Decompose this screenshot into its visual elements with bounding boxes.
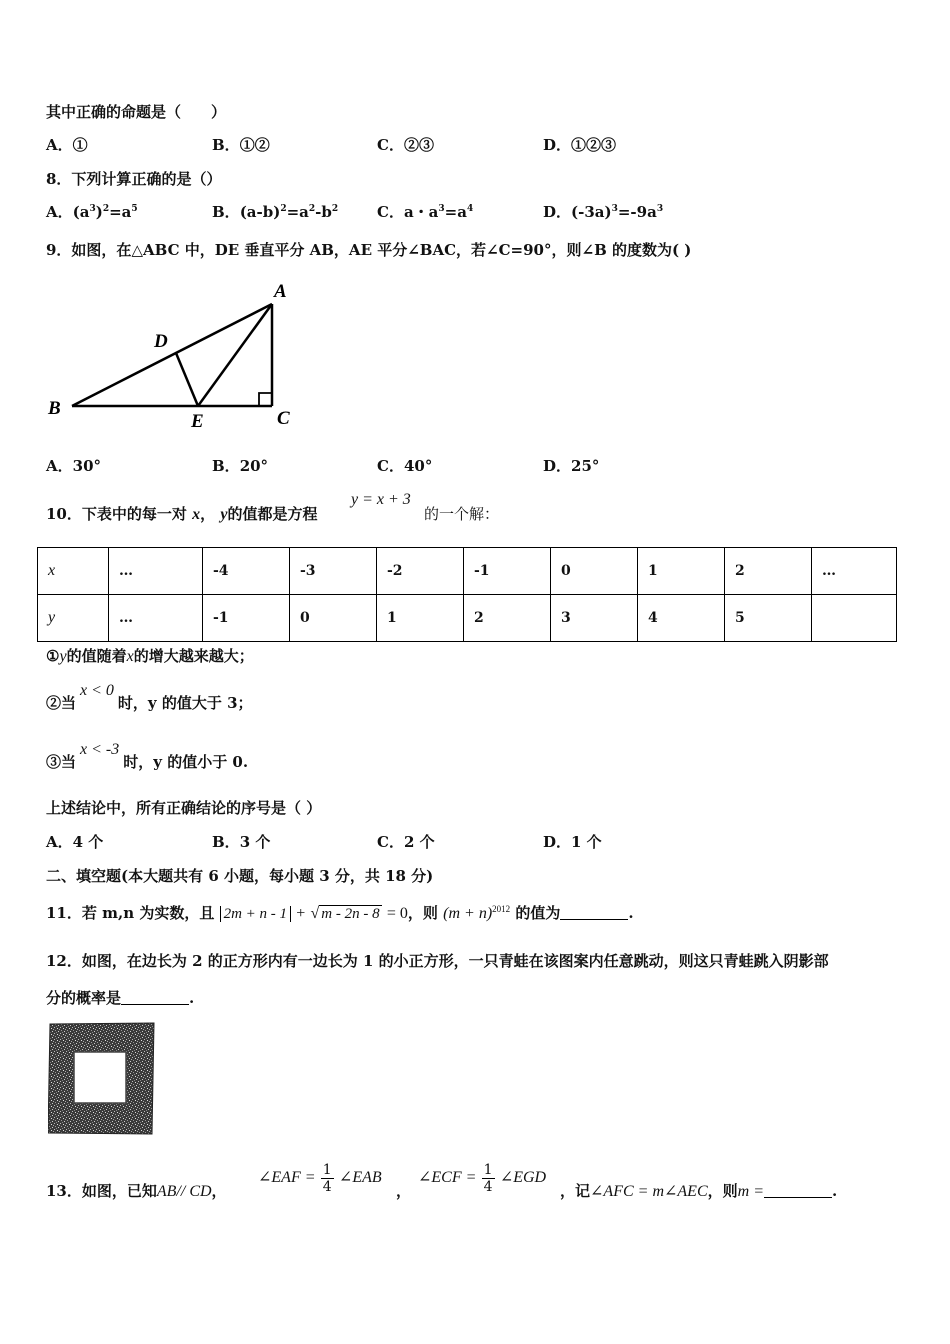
q7-option-a: A．① (46, 136, 88, 154)
table-cell: -1 (203, 595, 290, 642)
q10-option-c: C．2 个 (377, 833, 435, 851)
label-c: C (277, 408, 290, 429)
q10-stem: 10．下表中的每一对 x， y的值都是方程 (46, 505, 318, 523)
table-cell: 4 (638, 595, 725, 642)
q8-option-b-text: $(a-b)^2=a^2-b^2$ (239, 203, 339, 221)
square-figure (48, 1021, 156, 1136)
q13-line: 13．如图，已知AB// CD， (46, 1182, 227, 1200)
table-cell: 1 (377, 595, 464, 642)
table-cell: x (38, 548, 109, 595)
statement-1: ①y的值随着x的增大越来越大； (46, 647, 254, 665)
table-cell: 1 (638, 548, 725, 595)
table-cell: y (38, 595, 109, 642)
q10-option-d: D．1 个 (543, 833, 602, 851)
q7-option-b: B．①② (212, 136, 270, 154)
abs-expression: 2m + n - 1 (220, 906, 291, 922)
q8-option-c-text: a・$a^3=a^4$ (403, 203, 474, 221)
table-cell: -4 (203, 548, 290, 595)
table-cell: … (109, 548, 203, 595)
q7-option-c: C．②③ (377, 136, 434, 154)
q11-line: 11．若 m,n 为实数，且 2m + n - 1 + √ m - 2n - 8 = 0，则 $(m + n)^{2012}$ 的值为 . (46, 904, 634, 922)
statement-2: ②当x < 0时，y 的值大于 3； (46, 682, 253, 712)
q13-tail: ，记∠AFC = m∠AEC，则m = . (560, 1182, 838, 1200)
table-row (38, 595, 897, 642)
label-b: B (48, 398, 61, 419)
q8-option-d-text: $(-3a)^3=-9a^3$ (571, 203, 664, 221)
q8-option-c: C．a・$a^3=a^4$ (377, 203, 474, 221)
section-title: 二、填空题(本大题共有 6 小题，每小题 3 分，共 18 分) (46, 867, 434, 885)
sqrt-expression: m - 2n - 8 (321, 906, 380, 922)
answer-blank[interactable] (121, 990, 189, 1005)
q9-option-c: C．40° (377, 457, 433, 475)
table-cell: 3 (551, 595, 638, 642)
label-e: E (191, 411, 204, 432)
q10-option-b: B．3 个 (212, 833, 271, 851)
q7-stem: 其中正确的命题是（ ） (46, 103, 227, 121)
statement-3: ③当x < -3时，y 的值小于 0. (46, 741, 249, 771)
q12-line1: 12．如图，在边长为 2 的正方形内有一边长为 1 的小正方形，一只青蛙在该图案内任意跳动，则这只青蛙跳入阴影部 (46, 952, 829, 970)
triangle-figure (40, 275, 310, 435)
angle-eaf-equation: ∠EAF = $\frac{1}{4}$ ∠EAB (258, 1161, 382, 1195)
table-cell: … (109, 595, 203, 642)
table-cell: 0 (290, 595, 377, 642)
q8-option-b: B．$(a-b)^2=a^2-b^2$ (212, 203, 339, 221)
table-cell: 2 (464, 595, 551, 642)
q10-question: 上述结论中，所有正确结论的序号是（ ） (46, 799, 322, 817)
answer-blank[interactable] (560, 905, 628, 920)
table-cell: 2 (725, 548, 812, 595)
q9-option-d: D．25° (543, 457, 600, 475)
q10-equation: y = x + 3 (351, 491, 411, 508)
table-cell: -3 (290, 548, 377, 595)
q10-option-a: A．4 个 (46, 833, 104, 851)
table-row (38, 548, 897, 595)
table-cell: 5 (725, 595, 812, 642)
table-cell: … (812, 548, 897, 595)
label-a: A (274, 281, 287, 302)
table-cell: -1 (464, 548, 551, 595)
q12-line2: 分的概率是 . (46, 989, 195, 1007)
q8-option-a-text: $(a^3)^2=a^5$ (72, 203, 138, 221)
angle-ecf-equation: ∠ECF = $\frac{1}{4}$ ∠EGD (418, 1161, 547, 1195)
q9-stem: 9．如图，在△ABC 中，DE 垂直平分 AB，AE 平分∠BAC，若∠C=90°，则∠B 的度数为( ) (46, 241, 692, 259)
q8-option-d: D．$(-3a)^3=-9a^3$ (543, 203, 664, 221)
table-cell: -2 (377, 548, 464, 595)
answer-blank[interactable] (764, 1183, 832, 1198)
q7-option-d: D．①②③ (543, 136, 617, 154)
xy-table (37, 547, 897, 642)
table-cell (812, 595, 897, 642)
q8-stem: 8．下列计算正确的是（） (46, 170, 222, 188)
q9-option-a: A．30° (46, 457, 102, 475)
q8-option-a: A．$(a^3)^2=a^5$ (46, 203, 138, 221)
label-d: D (154, 331, 168, 352)
q9-option-b: B．20° (212, 457, 269, 475)
table-cell: 0 (551, 548, 638, 595)
q10-stem-tail: 的一个解： (424, 505, 500, 523)
